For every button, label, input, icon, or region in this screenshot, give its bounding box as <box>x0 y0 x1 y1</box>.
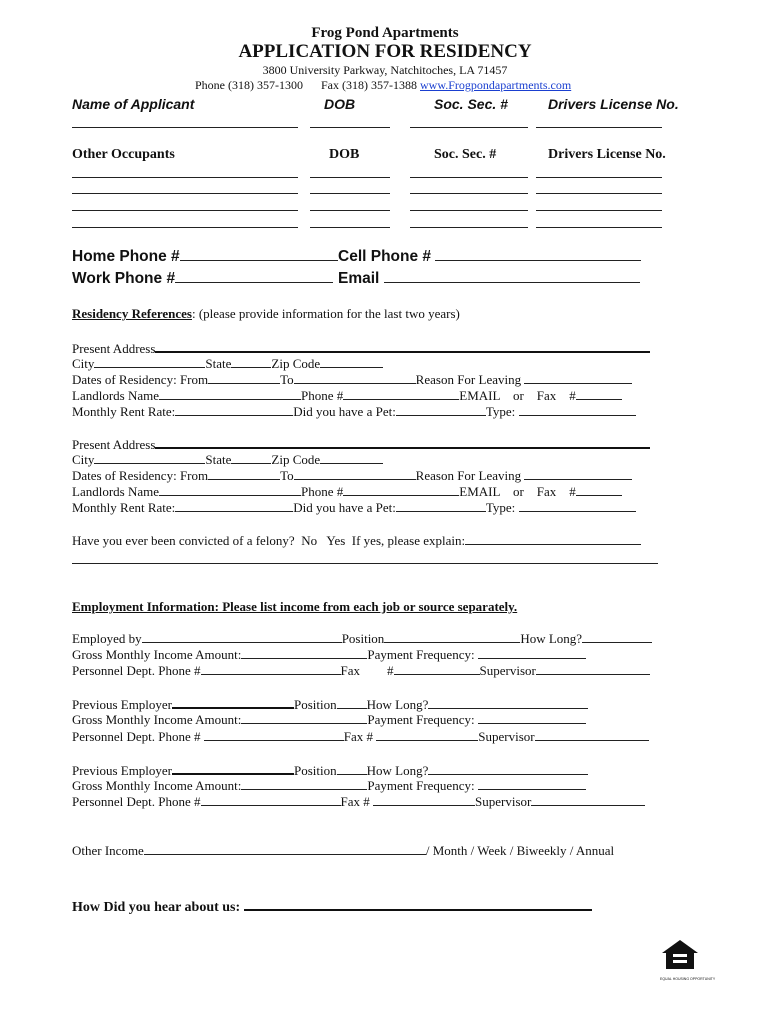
applicant-name-line[interactable] <box>72 127 298 128</box>
work-phone-line[interactable] <box>175 271 333 283</box>
pet-line[interactable] <box>396 500 486 512</box>
felony-row <box>72 533 641 549</box>
felony-explain-line-2[interactable] <box>72 563 658 564</box>
position-line[interactable] <box>337 697 367 709</box>
equal-housing-caption: EQUAL HOUSING OPPORTUNITY <box>660 977 716 981</box>
landlord-phone-label: Phone # <box>301 484 344 499</box>
position-label: Position <box>341 631 385 646</box>
gross-income-line[interactable] <box>241 712 367 724</box>
pet-label: Did you have a Pet: <box>293 500 396 515</box>
residency-references-heading <box>72 306 460 322</box>
fax-label: Fax # <box>343 729 374 744</box>
company-fax: Fax (318) 357-1388 <box>321 78 417 92</box>
occupants-dob-label: DOB <box>329 147 360 162</box>
pet-type-line[interactable] <box>519 404 636 416</box>
supervisor-label: Supervisor <box>475 794 532 809</box>
present-address-label: Present Address <box>72 341 156 356</box>
personnel-phone-label: Personnel Dept. Phone # <box>72 794 201 809</box>
occupant-name-line[interactable] <box>72 177 298 178</box>
applicant-dob-line[interactable] <box>310 127 390 128</box>
previous-employer-line[interactable] <box>172 696 294 709</box>
occupant-dl-line[interactable] <box>536 193 662 194</box>
cell-phone-label: Cell Phone # <box>338 248 432 265</box>
landlords-name-line[interactable] <box>159 388 301 400</box>
employed-by-line[interactable] <box>142 631 342 643</box>
state-label: State <box>205 452 232 467</box>
reason-line[interactable] <box>524 372 632 384</box>
occupant-dl-line[interactable] <box>536 227 662 228</box>
occupant-dob-line[interactable] <box>310 227 390 228</box>
hear-about-label: How Did you hear about us: <box>72 900 241 915</box>
supervisor-line[interactable] <box>535 729 649 741</box>
home-phone-label: Home Phone # <box>72 248 180 265</box>
landlord-email-fax-line[interactable] <box>576 484 622 496</box>
pet-label: Did you have a Pet: <box>293 404 396 419</box>
present-address-label: Present Address <box>72 437 156 452</box>
state-line[interactable] <box>231 452 271 464</box>
occupant-ssn-line[interactable] <box>410 177 528 178</box>
dates-to-line[interactable] <box>294 468 416 480</box>
drivers-license-label: Drivers License No. <box>548 96 679 112</box>
landlord-email-fax-label: EMAIL or Fax # <box>459 484 576 499</box>
cell-phone-field <box>338 248 641 266</box>
pet-type-label: Type: <box>485 500 516 515</box>
dates-to-line[interactable] <box>294 372 416 384</box>
payment-frequency-line[interactable] <box>478 778 586 790</box>
gross-income-row <box>72 778 586 794</box>
position-line[interactable] <box>384 631 520 643</box>
gross-income-label: Gross Monthly Income Amount: <box>72 647 242 662</box>
reason-line[interactable] <box>524 468 632 480</box>
monthly-rent-label: Monthly Rent Rate: <box>72 500 176 515</box>
payment-frequency-line[interactable] <box>478 647 586 659</box>
gross-income-line[interactable] <box>241 778 367 790</box>
landlords-name-line[interactable] <box>159 484 301 496</box>
felony-explain-line[interactable] <box>465 533 641 545</box>
occupant-name-line[interactable] <box>72 210 298 211</box>
landlord-email-fax-label: EMAIL or Fax # <box>459 388 576 403</box>
zip-line[interactable] <box>320 356 383 368</box>
city-state-zip-row <box>72 452 383 468</box>
occupant-ssn-line[interactable] <box>410 193 528 194</box>
zip-label: Zip Code <box>271 452 321 467</box>
occupant-dob-line[interactable] <box>310 193 390 194</box>
equal-housing-logo <box>660 938 716 981</box>
landlord-row <box>72 484 622 500</box>
how-long-line[interactable] <box>428 697 588 709</box>
supervisor-line[interactable] <box>536 663 650 675</box>
felony-question: Have you ever been convicted of a felony? No Yes If yes, please explain: <box>72 533 466 548</box>
home-phone-line[interactable] <box>180 249 338 261</box>
payment-frequency-line[interactable] <box>478 712 586 724</box>
dates-from-line[interactable] <box>208 372 280 384</box>
home-phone-field <box>72 248 338 266</box>
dates-to-label: To <box>280 372 294 387</box>
equal-housing-icon <box>660 938 700 972</box>
present-address-line[interactable] <box>155 436 650 449</box>
company-name: Frog Pond Apartments <box>311 25 459 41</box>
pet-line[interactable] <box>396 404 486 416</box>
dates-from-label: Dates of Residency: From <box>72 468 209 483</box>
fax-hash-label: # <box>387 663 394 678</box>
present-address-row <box>72 436 650 453</box>
state-label: State <box>205 356 232 371</box>
gross-income-label: Gross Monthly Income Amount: <box>72 778 242 793</box>
dob-label: DOB <box>324 96 356 112</box>
previous-employer-row <box>72 696 588 713</box>
state-line[interactable] <box>231 356 271 368</box>
cell-phone-line[interactable] <box>435 249 641 261</box>
monthly-rent-label: Monthly Rent Rate: <box>72 404 176 419</box>
page-title: APPLICATION FOR RESIDENCY <box>238 41 532 62</box>
dates-row <box>72 372 632 388</box>
supervisor-label: Supervisor <box>478 729 535 744</box>
fax-line[interactable] <box>394 663 480 675</box>
occupant-ssn-line[interactable] <box>410 227 528 228</box>
applicant-dl-line[interactable] <box>536 127 662 128</box>
payment-frequency-label: Payment Frequency: <box>367 647 475 662</box>
work-phone-field <box>72 270 333 288</box>
landlord-row <box>72 388 622 404</box>
hear-about-line[interactable] <box>244 897 592 911</box>
supervisor-label: Supervisor <box>479 663 536 678</box>
supervisor-line[interactable] <box>531 794 645 806</box>
position-label: Position <box>294 697 337 712</box>
landlord-phone-label: Phone # <box>301 388 344 403</box>
residency-references-title: Residency References <box>72 306 192 321</box>
personnel-phone-line[interactable] <box>204 729 344 741</box>
occupant-dl-line[interactable] <box>536 177 662 178</box>
pet-type-label: Type: <box>485 404 516 419</box>
occupants-ssn-label: Soc. Sec. # <box>434 147 497 162</box>
work-phone-label: Work Phone # <box>72 270 176 287</box>
email-field <box>338 270 640 288</box>
zip-line[interactable] <box>320 452 383 464</box>
city-label: City <box>72 452 95 467</box>
fax-label: Fax # <box>340 794 370 809</box>
city-line[interactable] <box>94 452 205 464</box>
how-long-line[interactable] <box>582 631 652 643</box>
gross-income-label: Gross Monthly Income Amount: <box>72 712 242 727</box>
landlords-name-label: Landlords Name <box>72 388 160 403</box>
fax-label: Fax <box>340 663 361 678</box>
fax-line[interactable] <box>373 794 475 806</box>
dates-from-line[interactable] <box>208 468 280 480</box>
reason-label: Reason For Leaving <box>415 372 522 387</box>
previous-employer-row <box>72 762 588 779</box>
employed-by-row <box>72 631 652 647</box>
dates-to-label: To <box>280 468 294 483</box>
residency-references-subtitle: : (please provide information for the last two years) <box>191 306 460 321</box>
city-label: City <box>72 356 95 371</box>
name-of-applicant-label: Name of Applicant <box>72 96 195 112</box>
occupant-dob-line[interactable] <box>310 210 390 211</box>
landlord-phone-line[interactable] <box>343 484 459 496</box>
email-label: Email <box>338 270 380 287</box>
other-occupants-label: Other Occupants <box>72 147 175 162</box>
previous-employer-label: Previous Employer <box>72 697 173 712</box>
monthly-rent-line[interactable] <box>175 500 293 512</box>
other-income-row <box>72 843 614 859</box>
other-income-periods: / Month / Week / Biweekly / Annual <box>425 843 615 858</box>
company-contact <box>195 78 571 93</box>
how-long-label: How Long? <box>366 763 429 778</box>
rent-row <box>72 500 636 516</box>
personnel-phone-line[interactable] <box>201 794 341 806</box>
applicant-ssn-line[interactable] <box>410 127 528 128</box>
occupant-ssn-line[interactable] <box>410 210 528 211</box>
employed-by-label: Employed by <box>72 631 142 646</box>
rent-row <box>72 404 636 420</box>
company-phone: Phone (318) 357-1300 <box>195 78 303 92</box>
position-label: Position <box>294 763 337 778</box>
employment-heading: Employment Information: Please list income from each job or source separately. <box>72 599 518 614</box>
dates-from-label: Dates of Residency: From <box>72 372 209 387</box>
personnel-row <box>72 663 650 679</box>
landlord-phone-line[interactable] <box>343 388 459 400</box>
occupant-dl-line[interactable] <box>536 210 662 211</box>
monthly-rent-line[interactable] <box>175 404 293 416</box>
occupant-dob-line[interactable] <box>310 177 390 178</box>
city-line[interactable] <box>94 356 205 368</box>
previous-employer-line[interactable] <box>172 762 294 775</box>
occupants-dl-label: Drivers License No. <box>548 147 666 162</box>
payment-frequency-label: Payment Frequency: <box>367 778 475 793</box>
dates-row <box>72 468 632 484</box>
previous-employer-label: Previous Employer <box>72 763 173 778</box>
website-link[interactable]: www.Frogpondapartments.com <box>420 78 572 92</box>
how-long-label: How Long? <box>520 631 583 646</box>
gross-income-row <box>72 647 586 663</box>
reason-label: Reason For Leaving <box>415 468 522 483</box>
personnel-phone-label: Personnel Dept. Phone # <box>72 663 201 678</box>
occupant-name-line[interactable] <box>72 193 298 194</box>
zip-label: Zip Code <box>271 356 321 371</box>
landlord-email-fax-line[interactable] <box>576 388 622 400</box>
gross-income-line[interactable] <box>241 647 367 659</box>
occupant-name-line[interactable] <box>72 227 298 228</box>
personnel-phone-label: Personnel Dept. Phone # <box>72 729 201 744</box>
personnel-row <box>72 729 649 745</box>
how-long-label: How Long? <box>366 697 429 712</box>
personnel-phone-line[interactable] <box>201 663 341 675</box>
landlords-name-label: Landlords Name <box>72 484 160 499</box>
ssn-label: Soc. Sec. # <box>434 96 508 112</box>
present-address-line[interactable] <box>155 340 650 353</box>
other-income-line[interactable] <box>144 843 426 855</box>
other-income-label: Other Income <box>72 843 144 858</box>
payment-frequency-label: Payment Frequency: <box>367 712 475 727</box>
hear-about-row <box>72 897 592 916</box>
pet-type-line[interactable] <box>519 500 636 512</box>
how-long-line[interactable] <box>428 763 588 775</box>
gross-income-row <box>72 712 586 728</box>
company-address: 3800 University Parkway, Natchitoches, LA 71457 <box>262 63 508 77</box>
position-line[interactable] <box>337 763 367 775</box>
fax-line[interactable] <box>376 729 478 741</box>
email-line[interactable] <box>384 271 640 283</box>
present-address-row <box>72 340 650 357</box>
personnel-row <box>72 794 645 810</box>
city-state-zip-row <box>72 356 383 372</box>
